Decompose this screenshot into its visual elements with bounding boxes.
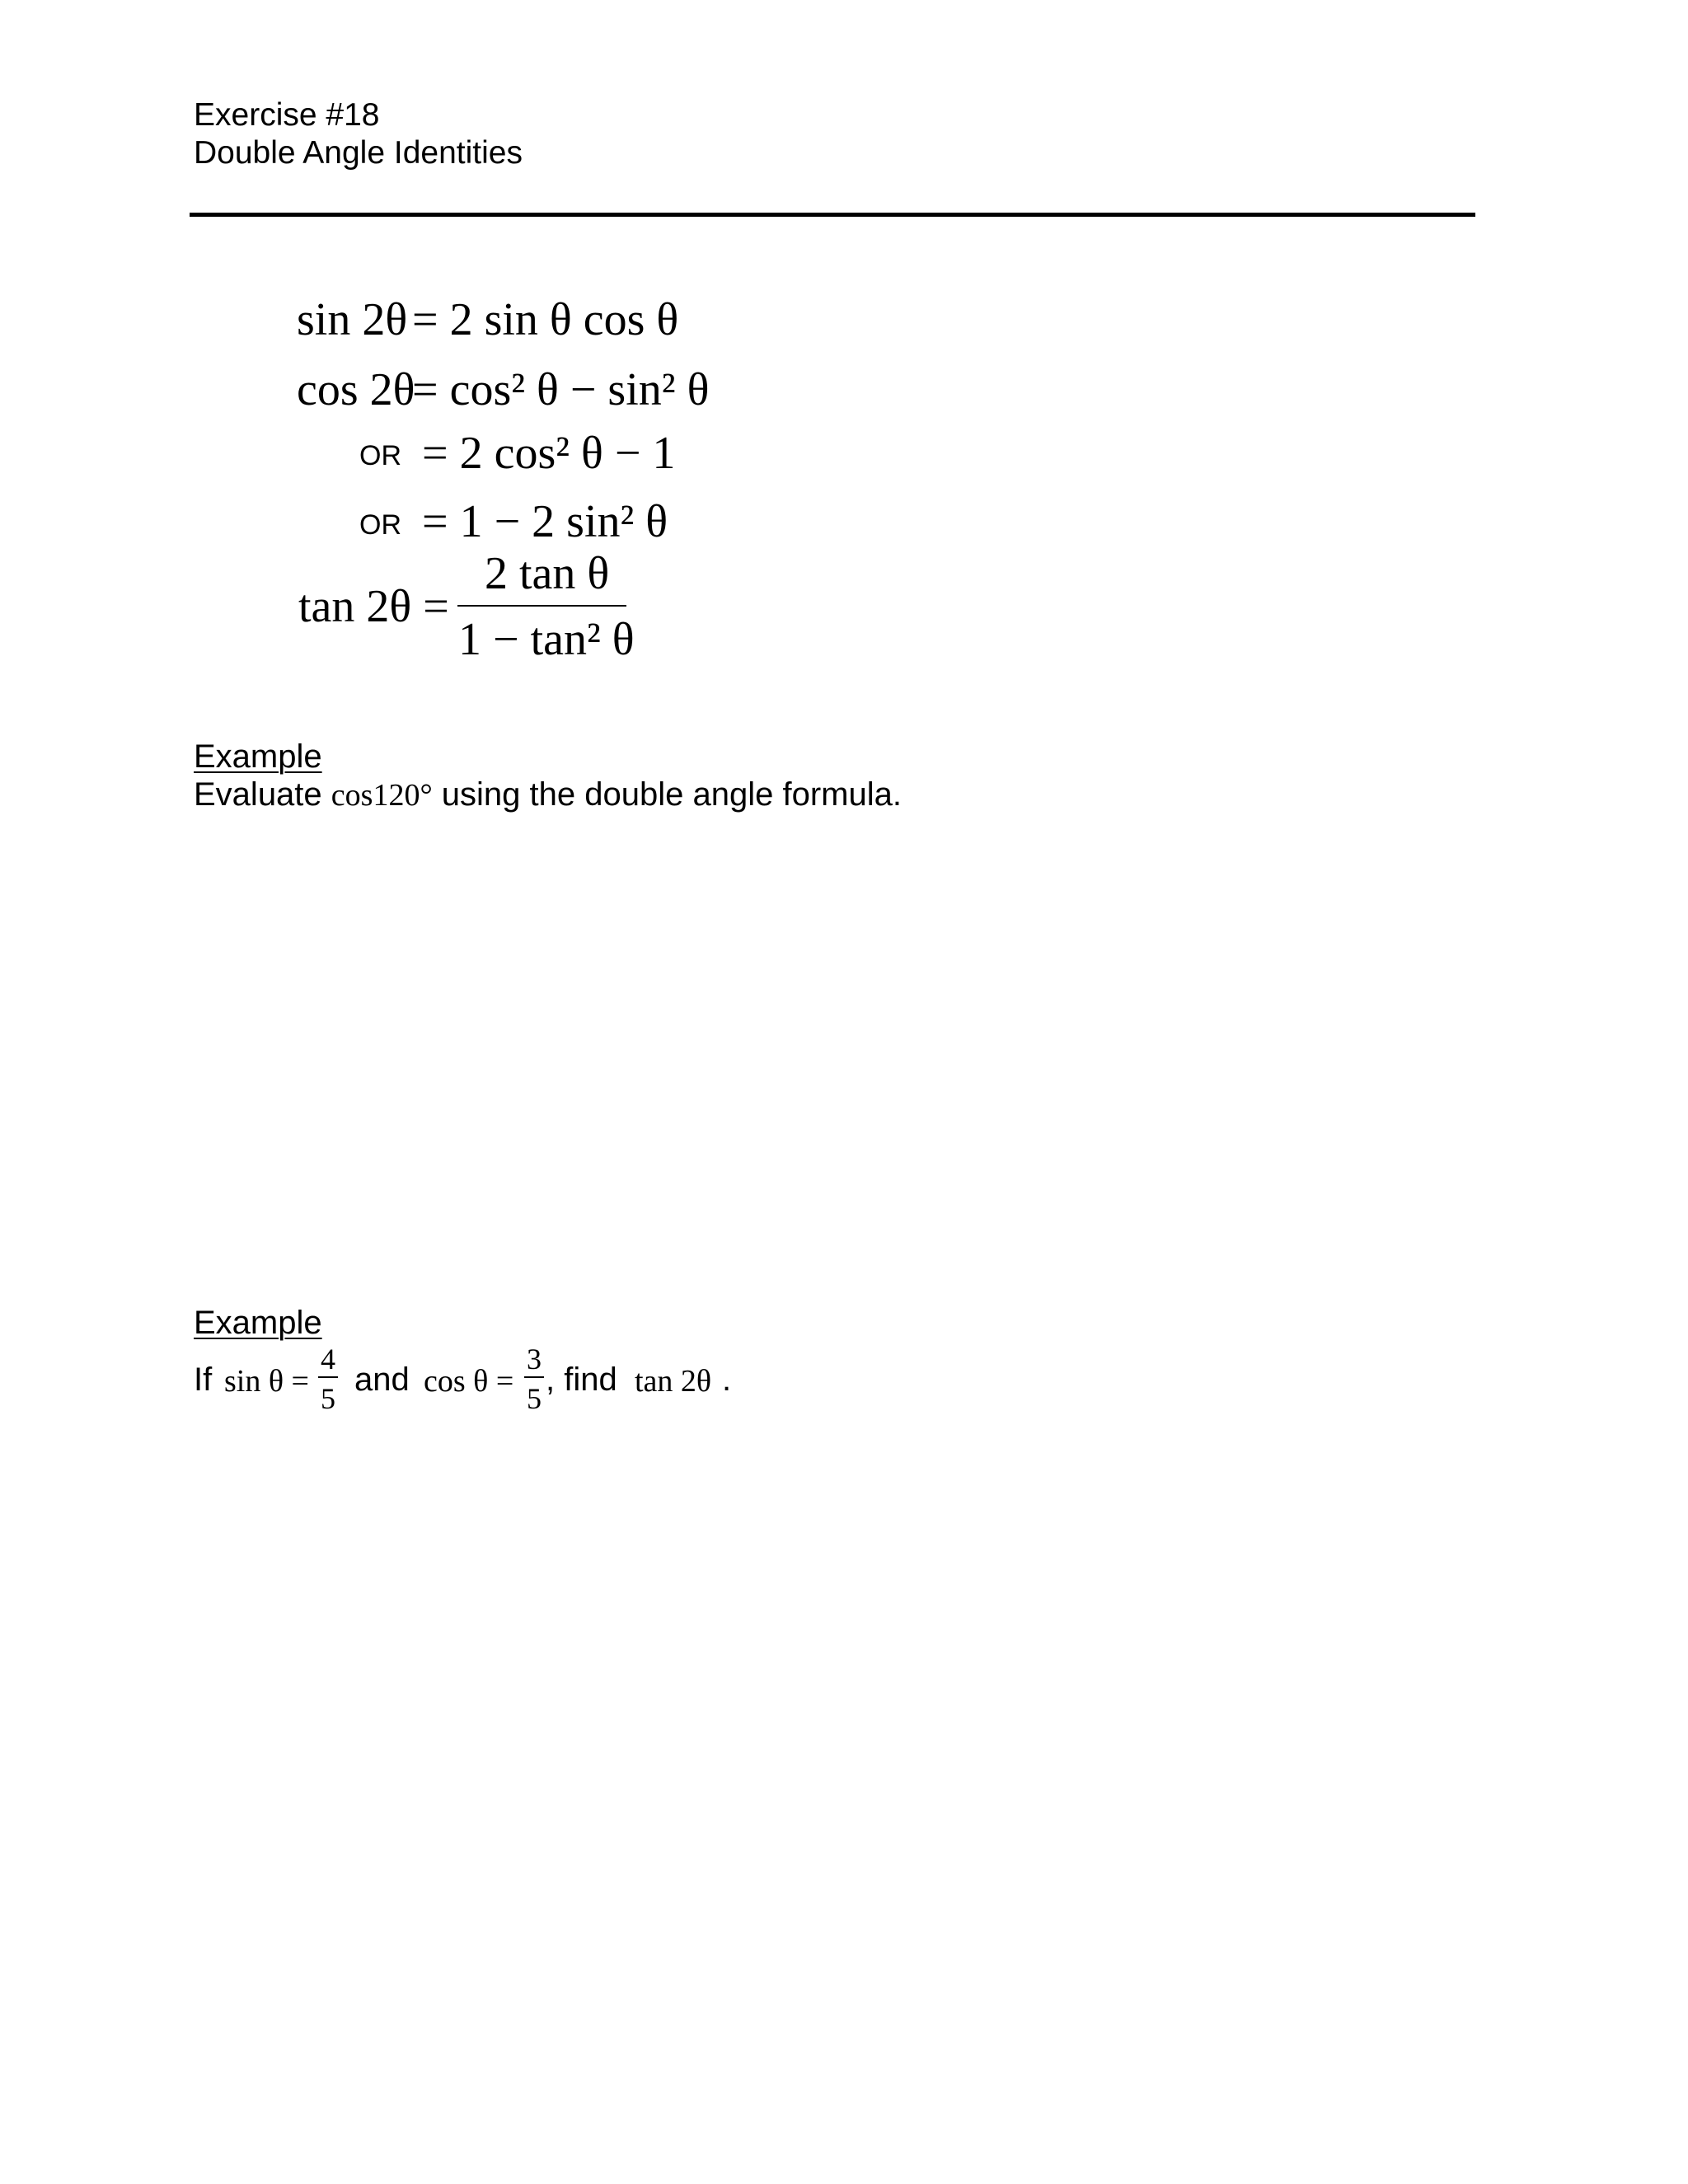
example-1-suffix: using the double angle formula. <box>441 776 902 813</box>
example-2-tan-expr: tan 2θ <box>635 1364 712 1399</box>
example-1-heading: Example <box>194 738 322 775</box>
example-2-if: If <box>194 1361 213 1398</box>
example-2-heading: Example <box>194 1305 322 1341</box>
tan-fraction-bar <box>457 605 626 607</box>
cos-double-lhs: cos 2θ <box>297 364 415 415</box>
exercise-topic: Double Angle Identities <box>194 135 523 171</box>
tan-double-numerator: 2 tan θ <box>485 548 610 599</box>
example-2-find: , find <box>546 1361 617 1398</box>
example-2-sin-expr: sin θ = <box>224 1364 309 1399</box>
example-2-cos-numerator: 3 <box>527 1343 542 1376</box>
sin-double-rhs: = 2 sin θ cos θ <box>412 294 679 345</box>
example-1-expression: cos120° <box>331 778 433 813</box>
cos-double-rhs-1: = cos² θ − sin² θ <box>412 364 710 415</box>
example-1-prompt <box>194 778 902 811</box>
example-2-cos-denominator: 5 <box>527 1382 542 1415</box>
tan-double-lhs: tan 2θ = <box>298 581 449 632</box>
example-1-prefix: Evaluate <box>194 776 322 813</box>
example-2-cos-expr: cos θ = <box>424 1364 514 1399</box>
tan-double-denominator: 1 − tan² θ <box>458 614 635 665</box>
example-2-sin-numerator: 4 <box>321 1343 335 1376</box>
cos-double-rhs-2: = 2 cos² θ − 1 <box>422 428 676 479</box>
example-2-sin-fraction-bar <box>318 1376 338 1378</box>
header-divider <box>190 213 1475 217</box>
example-2-cos-fraction-bar <box>524 1376 544 1378</box>
exercise-number: Exercise #18 <box>194 97 380 133</box>
or-label-2: OR <box>359 509 401 541</box>
or-label-1: OR <box>359 440 401 471</box>
example-2-and: and <box>354 1361 410 1398</box>
example-2-sin-denominator: 5 <box>321 1382 335 1415</box>
example-2-period: . <box>722 1361 732 1398</box>
cos-double-rhs-3: = 1 − 2 sin² θ <box>422 496 668 547</box>
sin-double-lhs: sin 2θ <box>297 294 408 345</box>
